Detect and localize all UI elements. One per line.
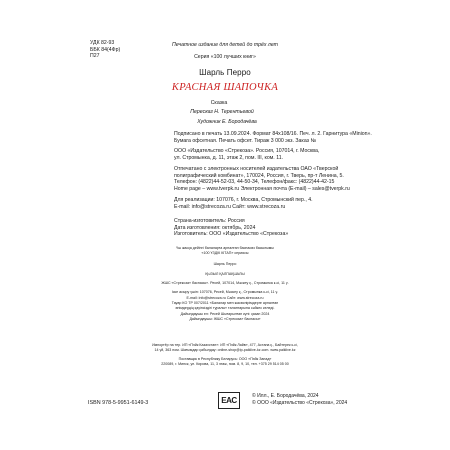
sales-info <box>174 197 313 210</box>
copyright-line: © Илл., Е. Бородачёва, 2024 <box>252 393 319 399</box>
kazakh-line: E-mail: info@strecoza.ru Сайт: www.strecoza.ru <box>186 295 264 300</box>
printer-line: полиграфический комбинат», 170024, Россия, г. Тверь, пр-т Ленина, 5. <box>174 172 344 179</box>
eac-mark-icon: EAC <box>218 392 240 409</box>
series-name: Серия «100 лучших книг» <box>194 54 256 60</box>
edition-type: Печатное издание для детей до трёх лет <box>172 42 278 48</box>
importer-line: 220089, г. Минск, ул. Кирова, 11, 3 этаж, пом. 8, 9, 10, тел. +375 29 514 05 00 <box>161 361 289 366</box>
kazakh-block <box>0 246 450 322</box>
genre: Сказка <box>210 100 228 106</box>
kazakh-line: өнімдердің қауіпсіздігі туралы» талаптарына сәйкес келеді. <box>175 306 275 311</box>
author-name: Шарль Перро <box>199 68 251 77</box>
printer-line: Телефон: (4822)44-52-03, 44-50-34, Телефон/факс: (4822)44-42-15 <box>174 179 335 185</box>
author-mark: П27 <box>90 53 100 60</box>
kazakh-author: Шарль Перро <box>213 261 237 266</box>
importer-line: Поставщик в Республику Беларусь: ООО «Пэйк Запад» <box>178 356 272 361</box>
importer-line: Импортёр на тер. ИП «Пэйк Казахстан»: ИП «Пэйк Лайв», 477, Астана қ., Байтерек к-сі, <box>152 343 298 347</box>
kazakh-line: Тауар КО ТР 007/2011 «Балалар мен жасөспірімдерге арналған <box>171 301 279 306</box>
manufacture-info <box>174 218 288 238</box>
kazakh-line: «100 ҮЗДІК КІТАП» сериясы <box>201 251 249 256</box>
manufacture-line: Изготовитель: ООО «Издательство «Стрекоза» <box>174 231 289 237</box>
printer-line: Отпечатано с электронных носителей издательства ОАО «Тверской <box>174 166 339 172</box>
book-title: КРАСНАЯ ШАПОЧКА <box>171 82 279 93</box>
retelling: Пересказ Н. Терентьевой <box>190 109 254 115</box>
kazakh-line: Іске асыру үшін: 107076, Ресей, Мәскеу қ., Стромынка к-сі, 11 ү. <box>171 290 279 295</box>
importer-line: 14 үй, 363 пом. Шағымдар қабылдау: online-shop@ip-paiklive-kz.com. www.paiklive.kz <box>154 348 296 353</box>
publisher-line: ул. Стромынка, д. 11, этаж 2, пом. III, ком. 11. <box>174 154 284 161</box>
kazakh-line: ЖШС «Стрекоза» баспасы». Ресей, 107014, Мәскеу қ., Стромынка к-сі, 11 ү. <box>161 281 289 286</box>
publisher-line: ООО «Издательство «Стрекоза». Россия, 107014, г. Москва, <box>174 148 320 154</box>
manufacture-line: Дата изготовления: октябрь, 2024 <box>174 224 256 231</box>
sales-line: E-mail: info@strecoza.ru Сайт: www.strecoza.ru <box>174 203 286 210</box>
kazakh-title: ҚЫЗЫЛ ҚАЛПАҚШАЛЫ <box>205 271 245 276</box>
kazakh-line: Дайындаушы ел: Ресей Шығарылған күні: қазан 2024 <box>180 311 270 316</box>
isbn: ISBN 978-5-9951-6149-3 <box>88 400 149 406</box>
sales-line: Для реализации: 107076, г. Москва, Стромынский пер., 4. <box>174 197 313 203</box>
printer-info <box>174 166 350 192</box>
manufacture-line: Страна-изготовитель: Россия <box>174 218 245 224</box>
kazakh-line: Дайындаушы: ЖШС «Стрекоза» баспасы» <box>189 316 261 321</box>
publisher-info <box>174 148 319 161</box>
importer-block <box>0 343 450 367</box>
bbk-line: ББК 84(4Фр) <box>90 46 121 53</box>
print-info-line: Подписано в печать 13.09.2024. Формат 84х108/16. Печ. л. 2. Гарнитура «Minion». <box>174 131 372 137</box>
print-info <box>174 131 372 144</box>
illustrator: Художник Е. Бородачёва <box>197 119 257 125</box>
kazakh-line: Үш жасқа дейінгі балаларға арналған баспасөз басылымы <box>176 246 274 250</box>
printer-line: Home page – www.tverpk.ru Электронная почта (E-mail) – sales@tverpk.ru <box>174 185 350 192</box>
copyright-block <box>252 393 347 407</box>
print-info-line: Бумага офсетная. Печать офсет. Тираж 3 000 экз. Заказ № <box>174 137 317 144</box>
copyright-line: © ООО «Издательство «Стрекоза», 2024 <box>252 400 348 406</box>
udk-line: УДК 82-93 <box>90 40 115 46</box>
